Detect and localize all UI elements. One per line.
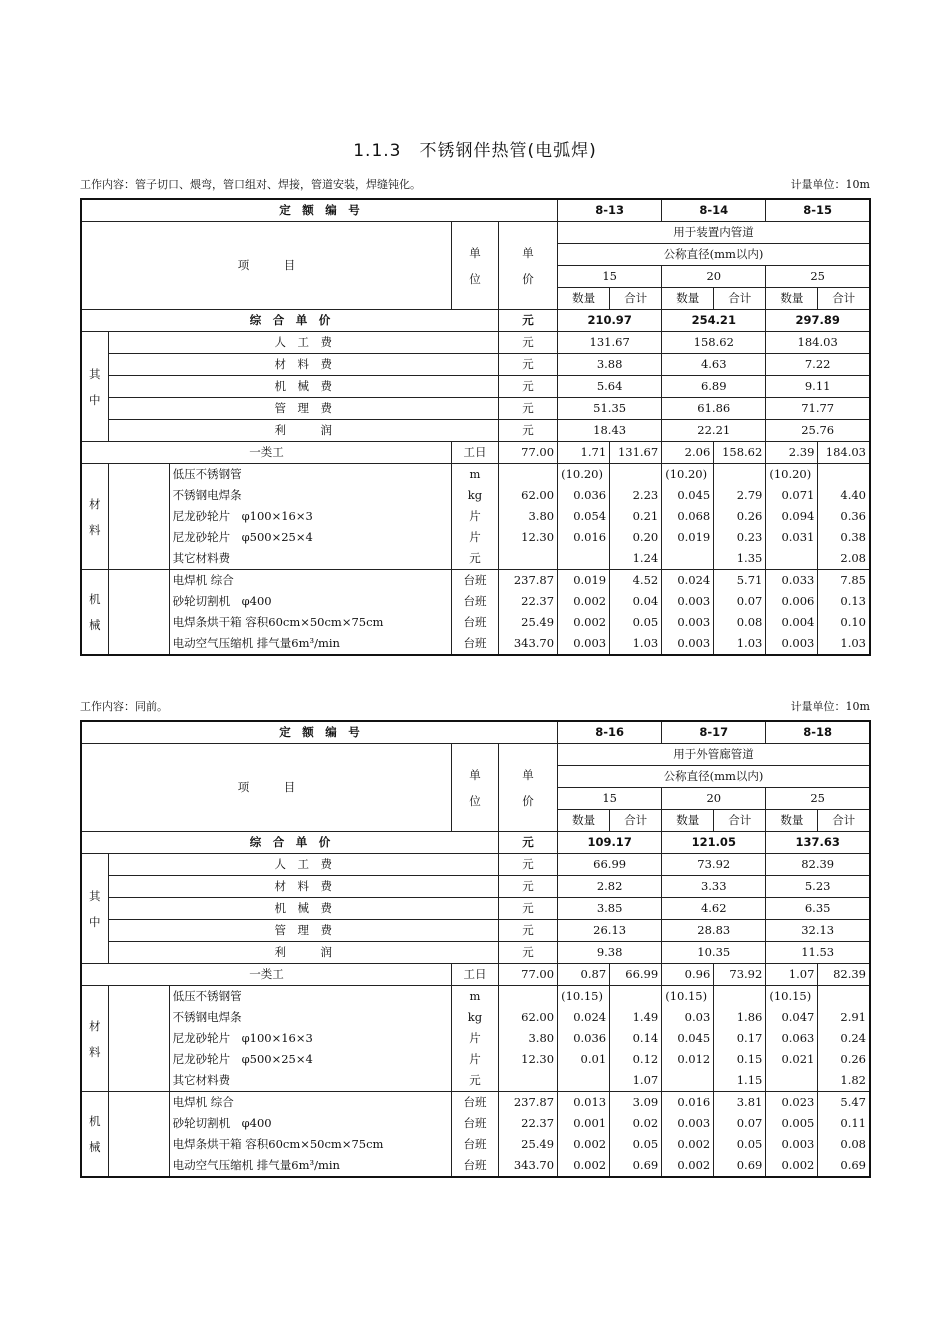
material-name: 尼龙砂轮片 φ500×25×4 <box>169 527 451 548</box>
labor-qty: 1.71 <box>558 442 610 464</box>
labor-qty: 1.07 <box>766 964 818 986</box>
cost-value: 131.67 <box>558 332 662 354</box>
machine-name: 电动空气压缩机 排气量6m³/min <box>169 1155 451 1177</box>
cost-value: 6.35 <box>766 898 870 920</box>
material-sum <box>818 986 870 1008</box>
machine-name: 砂轮切割机 φ400 <box>169 591 451 612</box>
cost-value: 28.83 <box>662 920 766 942</box>
cost-value: 7.22 <box>766 354 870 376</box>
cost-value: 9.38 <box>558 942 662 964</box>
material-qty <box>558 548 610 570</box>
material-qty <box>766 1070 818 1092</box>
machine-qty: 0.002 <box>766 1155 818 1177</box>
size-cell: 15 <box>558 266 662 288</box>
qty-header: 数量 <box>766 810 818 832</box>
material-sum: 1.24 <box>610 548 662 570</box>
machine-qty: 0.003 <box>766 633 818 655</box>
section-1-info <box>80 176 870 192</box>
material-unit: 片 <box>451 1028 498 1049</box>
machine-sum: 1.03 <box>714 633 766 655</box>
cost-name: 机 械 费 <box>108 376 498 398</box>
material-qty: 0.036 <box>558 1028 610 1049</box>
material-name: 其它材料费 <box>169 1070 451 1092</box>
quota-table-2 <box>80 720 871 1178</box>
cost-unit: 元 <box>498 398 557 420</box>
machine-label: 机 械 <box>81 1092 108 1178</box>
cost-value: 22.21 <box>662 420 766 442</box>
labor-price: 77.00 <box>498 964 557 986</box>
material-blank <box>108 986 169 1092</box>
labor-qty: 2.39 <box>766 442 818 464</box>
material-qty: 0.036 <box>558 485 610 506</box>
page-title: 1.1.3 不锈钢伴热管(电弧焊) <box>353 141 597 161</box>
material-sum: 0.26 <box>818 1049 870 1070</box>
material-qty: 0.063 <box>766 1028 818 1049</box>
quota-code: 8-17 <box>662 721 766 744</box>
cost-value: 4.62 <box>662 898 766 920</box>
machine-unit: 台班 <box>451 1113 498 1134</box>
diameter-header: 公称直径(mm以内) <box>558 244 870 266</box>
machine-sum: 0.07 <box>714 591 766 612</box>
item-header: 项 目 <box>81 222 451 310</box>
machine-sum: 0.04 <box>610 591 662 612</box>
material-sum <box>818 464 870 486</box>
price-header: 单 价 <box>498 744 557 832</box>
cost-value: 6.89 <box>662 376 766 398</box>
material-qty: 0.016 <box>558 527 610 548</box>
cost-name: 利 润 <box>108 420 498 442</box>
material-sum <box>714 464 766 486</box>
labor-sum: 66.99 <box>610 964 662 986</box>
material-qty: 0.045 <box>662 485 714 506</box>
material-sum: 0.12 <box>610 1049 662 1070</box>
material-name: 尼龙砂轮片 φ100×16×3 <box>169 506 451 527</box>
machine-sum: 0.11 <box>818 1113 870 1134</box>
machine-sum: 4.52 <box>610 570 662 592</box>
inner-label: 其 中 <box>81 332 108 442</box>
machine-sum: 7.85 <box>818 570 870 592</box>
qty-header: 数量 <box>662 288 714 310</box>
material-sum: 0.26 <box>714 506 766 527</box>
machine-qty: 0.003 <box>662 612 714 633</box>
cost-value: 82.39 <box>766 854 870 876</box>
total-label: 综 合 单 价 <box>81 310 498 332</box>
unit-header: 单 位 <box>451 222 498 310</box>
cost-value: 9.11 <box>766 376 870 398</box>
material-qty: (10.20) <box>662 464 714 486</box>
material-unit: 片 <box>451 527 498 548</box>
machine-qty: 0.001 <box>558 1113 610 1134</box>
machine-sum: 1.03 <box>610 633 662 655</box>
machine-qty: 0.003 <box>766 1134 818 1155</box>
usage-group: 用于装置内管道 <box>558 222 870 244</box>
material-qty: 0.071 <box>766 485 818 506</box>
labor-name: 一类工 <box>81 442 451 464</box>
material-sum: 2.08 <box>818 548 870 570</box>
inner-label: 其 中 <box>81 854 108 964</box>
material-unit: 片 <box>451 506 498 527</box>
machine-sum: 0.69 <box>714 1155 766 1177</box>
machine-qty: 0.016 <box>662 1092 714 1114</box>
material-price: 62.00 <box>498 485 557 506</box>
material-sum: 0.20 <box>610 527 662 548</box>
sum-header: 合计 <box>818 810 870 832</box>
item-header: 项 目 <box>81 744 451 832</box>
machine-name: 电动空气压缩机 排气量6m³/min <box>169 633 451 655</box>
machine-qty: 0.002 <box>662 1134 714 1155</box>
machine-qty: 0.006 <box>766 591 818 612</box>
cost-value: 5.64 <box>558 376 662 398</box>
sum-header: 合计 <box>714 810 766 832</box>
material-sum: 2.79 <box>714 485 766 506</box>
machine-qty: 0.003 <box>558 633 610 655</box>
measure-unit: 计量单位：10m <box>790 178 870 191</box>
cost-name: 材 料 费 <box>108 876 498 898</box>
material-sum: 2.23 <box>610 485 662 506</box>
machine-sum: 1.03 <box>818 633 870 655</box>
machine-price: 25.49 <box>498 1134 557 1155</box>
cost-value: 32.13 <box>766 920 870 942</box>
labor-sum: 184.03 <box>818 442 870 464</box>
material-sum: 0.24 <box>818 1028 870 1049</box>
cost-value: 10.35 <box>662 942 766 964</box>
size-cell: 20 <box>662 266 766 288</box>
machine-sum: 0.08 <box>818 1134 870 1155</box>
material-label: 材 料 <box>81 986 108 1092</box>
machine-qty: 0.002 <box>558 612 610 633</box>
cost-unit: 元 <box>498 876 557 898</box>
machine-qty: 0.023 <box>766 1092 818 1114</box>
quota-code: 8-13 <box>558 199 662 222</box>
machine-qty: 0.002 <box>558 1134 610 1155</box>
material-qty: (10.20) <box>558 464 610 486</box>
labor-qty: 0.87 <box>558 964 610 986</box>
material-sum: 2.91 <box>818 1007 870 1028</box>
material-qty: 0.019 <box>662 527 714 548</box>
machine-sum: 0.69 <box>818 1155 870 1177</box>
cost-value: 3.33 <box>662 876 766 898</box>
material-sum: 0.23 <box>714 527 766 548</box>
labor-name: 一类工 <box>81 964 451 986</box>
material-price <box>498 1070 557 1092</box>
labor-sum: 158.62 <box>714 442 766 464</box>
total-unit: 元 <box>498 832 557 854</box>
machine-price: 237.87 <box>498 570 557 592</box>
quota-number-header: 定 额 编 号 <box>81 721 558 744</box>
cost-name: 利 润 <box>108 942 498 964</box>
qty-header: 数量 <box>558 810 610 832</box>
machine-price: 237.87 <box>498 1092 557 1114</box>
machine-sum: 5.47 <box>818 1092 870 1114</box>
material-name: 尼龙砂轮片 φ100×16×3 <box>169 1028 451 1049</box>
machine-qty: 0.019 <box>558 570 610 592</box>
cost-unit: 元 <box>498 898 557 920</box>
cost-unit: 元 <box>498 920 557 942</box>
machine-sum: 0.08 <box>714 612 766 633</box>
quota-table-1 <box>80 198 871 656</box>
cost-value: 2.82 <box>558 876 662 898</box>
labor-sum: 131.67 <box>610 442 662 464</box>
machine-name: 砂轮切割机 φ400 <box>169 1113 451 1134</box>
material-sum: 0.21 <box>610 506 662 527</box>
machine-sum: 0.13 <box>818 591 870 612</box>
material-sum: 0.36 <box>818 506 870 527</box>
material-unit: kg <box>451 1007 498 1028</box>
machine-unit: 台班 <box>451 570 498 592</box>
material-sum: 0.17 <box>714 1028 766 1049</box>
machine-name: 电焊机 综合 <box>169 1092 451 1114</box>
machine-qty: 0.002 <box>558 591 610 612</box>
material-unit: 元 <box>451 548 498 570</box>
material-sum: 1.82 <box>818 1070 870 1092</box>
total-value: 121.05 <box>662 832 766 854</box>
qty-header: 数量 <box>662 810 714 832</box>
material-name: 低压不锈钢管 <box>169 986 451 1008</box>
material-qty: (10.20) <box>766 464 818 486</box>
material-price <box>498 986 557 1008</box>
section-2-info <box>80 698 870 714</box>
cost-unit: 元 <box>498 332 557 354</box>
price-header: 单 价 <box>498 222 557 310</box>
material-price: 12.30 <box>498 1049 557 1070</box>
labor-price: 77.00 <box>498 442 557 464</box>
machine-sum: 0.69 <box>610 1155 662 1177</box>
material-name: 不锈钢电焊条 <box>169 1007 451 1028</box>
material-unit: 元 <box>451 1070 498 1092</box>
material-qty: 0.01 <box>558 1049 610 1070</box>
material-qty: 0.031 <box>766 527 818 548</box>
cost-value: 26.13 <box>558 920 662 942</box>
material-qty <box>766 548 818 570</box>
cost-value: 3.85 <box>558 898 662 920</box>
size-cell: 25 <box>766 788 870 810</box>
material-qty: (10.15) <box>766 986 818 1008</box>
cost-name: 人 工 费 <box>108 332 498 354</box>
labor-unit: 工日 <box>451 964 498 986</box>
cost-value: 25.76 <box>766 420 870 442</box>
usage-group: 用于外管廊管道 <box>558 744 870 766</box>
cost-unit: 元 <box>498 942 557 964</box>
size-cell: 25 <box>766 266 870 288</box>
work-content: 工作内容：管子切口、煨弯，管口组对、焊接，管道安装，焊缝钝化。 <box>80 178 421 191</box>
machine-blank <box>108 1092 169 1178</box>
cost-value: 61.86 <box>662 398 766 420</box>
machine-qty: 0.003 <box>662 1113 714 1134</box>
material-price <box>498 548 557 570</box>
quota-number-header: 定 额 编 号 <box>81 199 558 222</box>
total-unit: 元 <box>498 310 557 332</box>
qty-header: 数量 <box>766 288 818 310</box>
machine-name: 电焊机 综合 <box>169 570 451 592</box>
cost-unit: 元 <box>498 420 557 442</box>
machine-qty: 0.003 <box>662 591 714 612</box>
labor-unit: 工日 <box>451 442 498 464</box>
machine-unit: 台班 <box>451 1155 498 1177</box>
cost-name: 人 工 费 <box>108 854 498 876</box>
material-qty: 0.094 <box>766 506 818 527</box>
material-unit: kg <box>451 485 498 506</box>
material-sum: 0.15 <box>714 1049 766 1070</box>
material-price: 12.30 <box>498 527 557 548</box>
machine-name: 电焊条烘干箱 容积60cm×50cm×75cm <box>169 1134 451 1155</box>
material-sum: 1.49 <box>610 1007 662 1028</box>
cost-value: 51.35 <box>558 398 662 420</box>
material-sum: 1.07 <box>610 1070 662 1092</box>
machine-price: 22.37 <box>498 591 557 612</box>
quota-code: 8-18 <box>766 721 870 744</box>
cost-name: 管 理 费 <box>108 920 498 942</box>
cost-value: 158.62 <box>662 332 766 354</box>
work-content: 工作内容：同前。 <box>80 700 168 713</box>
total-value: 254.21 <box>662 310 766 332</box>
quota-code: 8-14 <box>662 199 766 222</box>
machine-blank <box>108 570 169 656</box>
machine-price: 25.49 <box>498 612 557 633</box>
sum-header: 合计 <box>610 288 662 310</box>
machine-qty: 0.002 <box>558 1155 610 1177</box>
machine-price: 343.70 <box>498 1155 557 1177</box>
cost-value: 66.99 <box>558 854 662 876</box>
cost-value: 71.77 <box>766 398 870 420</box>
cost-value: 4.63 <box>662 354 766 376</box>
measure-unit: 计量单位：10m <box>790 700 870 713</box>
machine-sum: 5.71 <box>714 570 766 592</box>
material-price: 62.00 <box>498 1007 557 1028</box>
total-value: 109.17 <box>558 832 662 854</box>
sum-header: 合计 <box>818 288 870 310</box>
cost-unit: 元 <box>498 854 557 876</box>
cost-value: 5.23 <box>766 876 870 898</box>
cost-unit: 元 <box>498 354 557 376</box>
machine-qty: 0.013 <box>558 1092 610 1114</box>
machine-unit: 台班 <box>451 612 498 633</box>
total-value: 297.89 <box>766 310 870 332</box>
machine-sum: 0.05 <box>714 1134 766 1155</box>
cost-name: 管 理 费 <box>108 398 498 420</box>
diameter-header: 公称直径(mm以内) <box>558 766 870 788</box>
material-price: 3.80 <box>498 506 557 527</box>
material-sum: 0.38 <box>818 527 870 548</box>
material-qty: 0.021 <box>766 1049 818 1070</box>
machine-qty: 0.024 <box>662 570 714 592</box>
material-price: 3.80 <box>498 1028 557 1049</box>
cost-unit: 元 <box>498 376 557 398</box>
material-qty: 0.054 <box>558 506 610 527</box>
labor-qty: 0.96 <box>662 964 714 986</box>
material-qty: 0.012 <box>662 1049 714 1070</box>
machine-unit: 台班 <box>451 1092 498 1114</box>
cost-value: 3.88 <box>558 354 662 376</box>
cost-value: 11.53 <box>766 942 870 964</box>
material-qty <box>558 1070 610 1092</box>
material-unit: m <box>451 464 498 486</box>
machine-unit: 台班 <box>451 633 498 655</box>
material-sum <box>610 986 662 1008</box>
material-qty: 0.047 <box>766 1007 818 1028</box>
machine-qty: 0.002 <box>662 1155 714 1177</box>
material-unit: 片 <box>451 1049 498 1070</box>
quota-code: 8-15 <box>766 199 870 222</box>
total-label: 综 合 单 价 <box>81 832 498 854</box>
material-sum: 1.86 <box>714 1007 766 1028</box>
qty-header: 数量 <box>558 288 610 310</box>
material-qty <box>662 1070 714 1092</box>
cost-value: 184.03 <box>766 332 870 354</box>
machine-sum: 0.07 <box>714 1113 766 1134</box>
material-name: 低压不锈钢管 <box>169 464 451 486</box>
machine-label: 机 械 <box>81 570 108 656</box>
quota-code: 8-16 <box>558 721 662 744</box>
machine-sum: 3.09 <box>610 1092 662 1114</box>
sum-header: 合计 <box>714 288 766 310</box>
machine-sum: 0.05 <box>610 1134 662 1155</box>
labor-sum: 82.39 <box>818 964 870 986</box>
machine-qty: 0.005 <box>766 1113 818 1134</box>
material-sum: 1.15 <box>714 1070 766 1092</box>
machine-sum: 0.10 <box>818 612 870 633</box>
machine-name: 电焊条烘干箱 容积60cm×50cm×75cm <box>169 612 451 633</box>
machine-sum: 0.02 <box>610 1113 662 1134</box>
machine-qty: 0.003 <box>662 633 714 655</box>
material-name: 不锈钢电焊条 <box>169 485 451 506</box>
machine-sum: 0.05 <box>610 612 662 633</box>
material-qty: 0.045 <box>662 1028 714 1049</box>
material-qty: (10.15) <box>558 986 610 1008</box>
machine-sum: 3.81 <box>714 1092 766 1114</box>
machine-price: 22.37 <box>498 1113 557 1134</box>
machine-unit: 台班 <box>451 591 498 612</box>
cost-value: 73.92 <box>662 854 766 876</box>
material-name: 尼龙砂轮片 φ500×25×4 <box>169 1049 451 1070</box>
material-qty: 0.068 <box>662 506 714 527</box>
material-qty: (10.15) <box>662 986 714 1008</box>
machine-price: 343.70 <box>498 633 557 655</box>
material-price <box>498 464 557 486</box>
unit-header: 单 位 <box>451 744 498 832</box>
material-sum: 1.35 <box>714 548 766 570</box>
material-sum <box>610 464 662 486</box>
total-value: 137.63 <box>766 832 870 854</box>
material-qty: 0.024 <box>558 1007 610 1028</box>
material-blank <box>108 464 169 570</box>
cost-name: 材 料 费 <box>108 354 498 376</box>
machine-qty: 0.004 <box>766 612 818 633</box>
cost-name: 机 械 费 <box>108 898 498 920</box>
material-qty: 0.03 <box>662 1007 714 1028</box>
size-cell: 20 <box>662 788 766 810</box>
material-unit: m <box>451 986 498 1008</box>
material-sum: 0.14 <box>610 1028 662 1049</box>
material-sum <box>714 986 766 1008</box>
sum-header: 合计 <box>610 810 662 832</box>
material-sum: 4.40 <box>818 485 870 506</box>
total-value: 210.97 <box>558 310 662 332</box>
labor-qty: 2.06 <box>662 442 714 464</box>
machine-unit: 台班 <box>451 1134 498 1155</box>
material-label: 材 料 <box>81 464 108 570</box>
material-name: 其它材料费 <box>169 548 451 570</box>
machine-qty: 0.033 <box>766 570 818 592</box>
size-cell: 15 <box>558 788 662 810</box>
material-qty <box>662 548 714 570</box>
labor-sum: 73.92 <box>714 964 766 986</box>
cost-value: 18.43 <box>558 420 662 442</box>
